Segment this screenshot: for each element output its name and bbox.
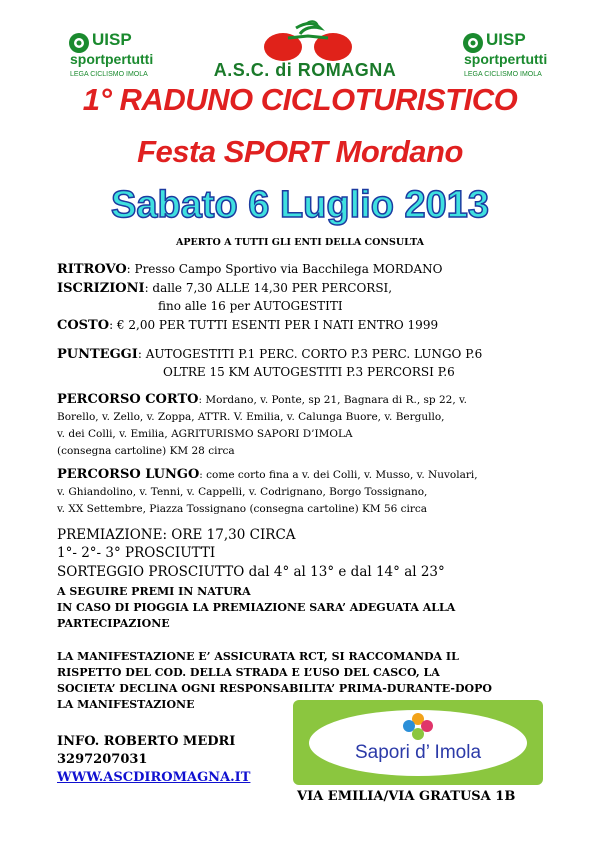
sorteggio-line: SORTEGGIO PROSCIUTTO dal 4° al 13° e dal 14° al 23° (57, 564, 445, 580)
iscrizioni-text: : dalle 7,30 ALLE 14,30 PER PERCORSI, (144, 281, 393, 295)
iscrizioni-label: ISCRIZIONI (57, 281, 145, 296)
lungo-line-2: v. Ghiandolino, v. Tenni, v. Cappelli, v. Codrignano, Borgo Tossignano, (57, 486, 428, 498)
corto-line-2: Borello, v. Zello, v. Zoppa, ATTR. V. Emilia, v. Calunga Buore, v. Bergullo, (57, 411, 445, 423)
uisp-logo-right (462, 30, 592, 90)
uisp-lega: LEGA CICLISMO IMOLA (70, 71, 148, 78)
club-logo (170, 20, 440, 80)
pioggia-line-1: IN CASO DI PIOGGIA LA PREMIAZIONE SARA’ ADEGUATA ALLA (57, 601, 456, 614)
tomato-bike-icon (248, 20, 368, 62)
prosciutti-line: 1°- 2°- 3° PROSCIUTTI (57, 545, 216, 561)
pioggia-line-2: PARTECIPAZIONE (57, 617, 170, 630)
flower-icon (400, 712, 436, 742)
contact-phone: 3297207031 (57, 752, 148, 767)
uisp-lega: LEGA CICLISMO IMOLA (464, 71, 542, 78)
sponsor-address: VIA EMILIA/VIA GRATUSA 1B (297, 789, 516, 804)
uisp-word: UISP (486, 30, 526, 49)
ritrovo-line (57, 262, 442, 277)
corto-line-1 (57, 392, 467, 408)
costo-label: COSTO (57, 318, 110, 333)
disclaimer-line-2: RISPETTO DEL COD. DELLA STRADA E L’USO DEL CASCO, LA (57, 666, 440, 679)
disclaimer-line-3: SOCIETA’ DECLINA OGNI RESPONSABILITA’ PRIMA-DURANTE-DOPO (57, 682, 492, 695)
contact-info: INFO. ROBERTO MEDRI (57, 734, 236, 749)
corto-label: PERCORSO CORTO (57, 392, 199, 407)
title-raduno: 1° RADUNO CICLOTURISTICO (82, 82, 518, 117)
open-to-note: APERTO A TUTTI GLI ENTI DELLA CONSULTA (175, 237, 425, 248)
premiazione-line: PREMIAZIONE: ORE 17,30 CIRCA (57, 527, 296, 543)
disclaimer-line-1: LA MANIFESTAZIONE E’ ASSICURATA RCT, SI RACCOMANDA IL (57, 650, 459, 663)
sapori-name: Sapori d’ Imola (354, 742, 482, 763)
costo-text: : € 2,00 PER TUTTI ESENTI PER I NATI ENTRO 1999 (109, 318, 439, 332)
a-seguire-line: A SEGUIRE PREMI IN NATURA (57, 585, 251, 598)
website-link[interactable]: WWW.ASCDIROMAGNA.IT (57, 770, 251, 785)
club-name: A.S.C. di ROMAGNA (213, 60, 397, 80)
corto-text-1: : Mordano, v. Ponte, sp 21, Bagnara di R., sp 22, v. (198, 394, 468, 406)
uisp-sub: sportpertutti (70, 51, 154, 67)
corto-line-3: v. dei Colli, v. Emilia, AGRITURISMO SAPORI D’IMOLA (57, 428, 353, 440)
punteggi-line (57, 347, 482, 362)
lungo-text-1: : come corto fina a v. dei Colli, v. Musso, v. Nuvolari, (199, 469, 478, 481)
corto-line-4: (consegna cartoline) KM 28 circa (57, 445, 235, 457)
lungo-label: PERCORSO LUNGO (57, 467, 200, 482)
title-festa: Festa SPORT Mordano (137, 134, 463, 169)
lungo-line-1 (57, 467, 478, 483)
sapori-inner (309, 710, 527, 776)
punteggi-text: : AUTOGESTITI P.1 PERC. CORTO P.3 PERC. LUNGO P.6 (137, 347, 483, 361)
iscrizioni-line-2: fino alle 16 per AUTOGESTITI (158, 299, 343, 313)
uisp-sub: sportpertutti (464, 51, 548, 67)
ritrovo-label: RITROVO (57, 262, 127, 277)
disclaimer-line-4: LA MANIFESTAZIONE (57, 698, 195, 711)
uisp-word: UISP (92, 30, 132, 49)
lungo-line-3: v. XX Settembre, Piazza Tossignano (consegna cartoline) KM 56 circa (57, 503, 428, 515)
punteggi-label: PUNTEGGI (57, 347, 138, 362)
sapori-logo (293, 700, 543, 785)
ritrovo-text: : Presso Campo Sportivo via Bacchilega MORDANO (126, 262, 443, 276)
punteggi-line-2: OLTRE 15 KM AUTOGESTITI P.3 PERCORSI P.6 (163, 365, 455, 379)
costo-line (57, 318, 438, 333)
title-date: Sabato 6 Luglio 2013 (111, 184, 489, 226)
iscrizioni-line (57, 281, 392, 296)
